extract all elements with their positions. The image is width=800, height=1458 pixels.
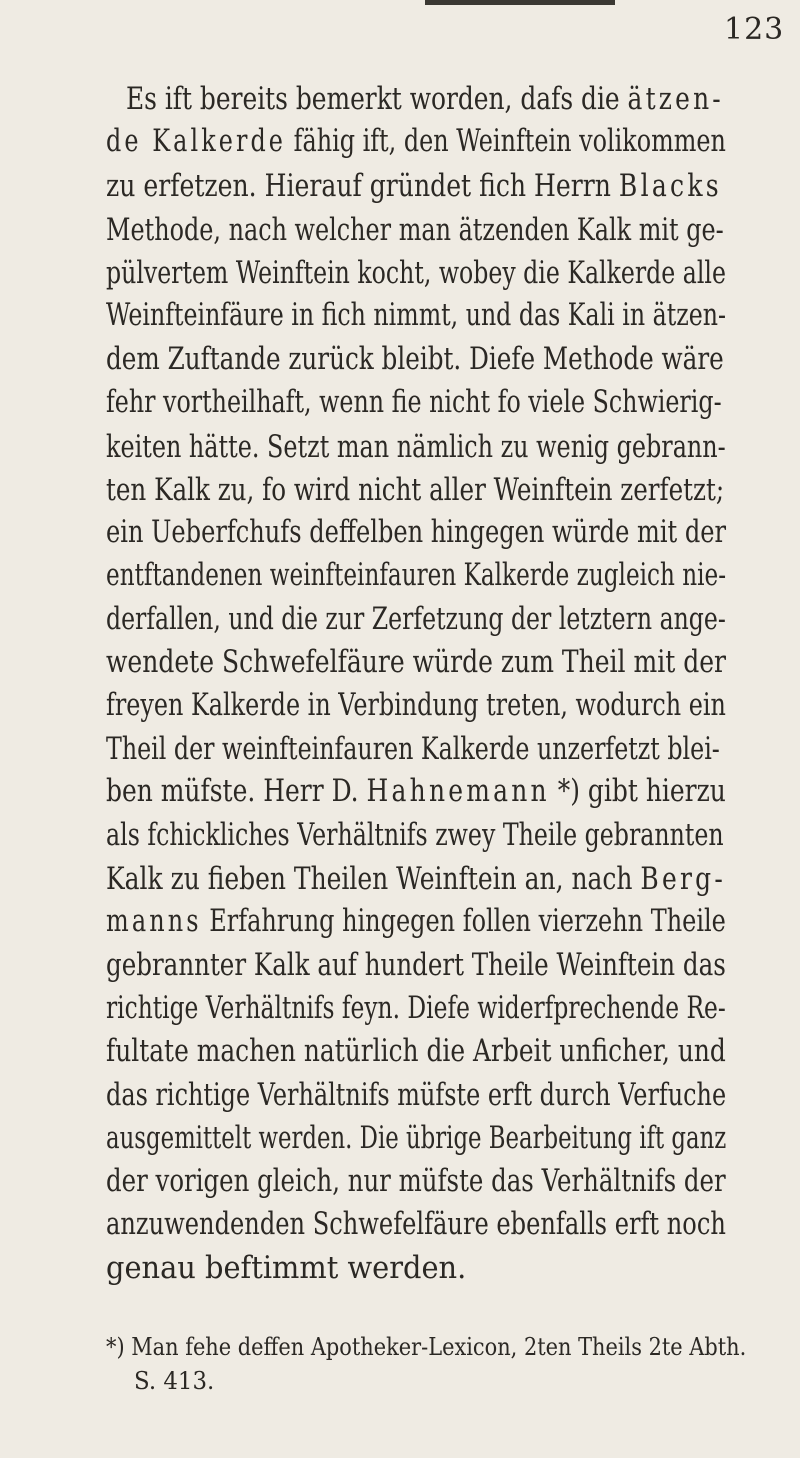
text-line — [106, 510, 726, 554]
text-segment: ein Ueberfchufs deffelben hingegen würde mit der — [106, 514, 727, 550]
text-line — [106, 425, 726, 469]
text-line — [106, 468, 724, 512]
text-line — [106, 986, 726, 1030]
text-line — [106, 164, 722, 208]
footnote-line: *) Man fehe deffen Apotheker-Lexicon, 2ten Theils 2te Abth. — [106, 1333, 747, 1361]
text-segment: Kalk zu fieben Theilen Weinftein an, nach — [106, 861, 641, 897]
text-line — [106, 769, 726, 813]
text-line — [106, 208, 724, 252]
text-segment: fähig ift, den Weinftein volikommen — [286, 123, 726, 159]
text-line — [106, 1246, 466, 1290]
text-line — [106, 727, 720, 771]
text-segment: entftandenen weinfteinfauren Kalkerde zugleich nie- — [106, 557, 727, 593]
text-line — [106, 1116, 726, 1160]
text-segment: gebrannter Kalk auf hundert Theile Weinftein das — [106, 947, 726, 983]
text-segment: als fchickliches Verhältnifs zwey Theile gebrannten — [106, 817, 724, 853]
text-segment: fultate machen natürlich die Arbeit unficher, und — [106, 1033, 726, 1069]
spaced-name: Hahnemann — [366, 773, 550, 809]
spaced-name: manns — [106, 903, 202, 939]
text-line — [106, 857, 726, 901]
text-segment: Methode, nach welcher man ätzenden Kalk mit ge- — [106, 212, 724, 248]
text-line — [106, 813, 724, 857]
footnote-line: S. 413. — [134, 1367, 215, 1395]
text-segment: Theil der weinfteinfauren Kalkerde unzerfetzt blei- — [106, 731, 720, 767]
text-segment: zu erfetzen. Hierauf gründet fich Herrn — [106, 168, 619, 204]
text-segment: derfallen, und die zur Zerfetzung der letztern ange- — [106, 601, 726, 637]
spaced-name: Berg- — [640, 861, 726, 897]
spaced-name: Blacks — [618, 168, 722, 204]
text-line — [106, 597, 726, 641]
text-segment: keiten hätte. Setzt man nämlich zu wenig gebrann- — [106, 429, 726, 465]
text-segment: ausgemittelt werden. Die übrige Bearbeitung ift ganz — [106, 1120, 727, 1156]
text-line — [106, 640, 726, 684]
page-number: 123 — [724, 12, 785, 47]
text-segment: ben müfste. Herr D. — [106, 773, 367, 809]
text-line — [106, 293, 726, 337]
text-line — [106, 683, 726, 727]
text-segment: Erfahrung hingegen follen vierzehn Theile — [201, 903, 726, 939]
text-segment: wendete Schwefelfäure würde zum Theil mit der — [106, 644, 727, 680]
text-segment: ten Kalk zu, fo wird nicht aller Weinftein zerfetzt; — [106, 472, 725, 508]
text-segment: *) gibt hierzu — [549, 773, 726, 809]
text-line — [106, 553, 726, 597]
text-line — [126, 77, 724, 121]
text-segment: Es ift bereits bemerkt worden, dafs die — [126, 81, 628, 117]
text-line — [106, 899, 726, 943]
text-line — [106, 943, 726, 987]
text-line — [106, 251, 726, 295]
text-line — [106, 1202, 726, 1246]
spaced-name: ätzen- — [627, 81, 724, 117]
text-segment: der vorigen gleich, nur müfste das Verhältnifs der — [106, 1163, 726, 1199]
text-segment: pülvertem Weinftein kocht, wobey die Kalkerde alle — [106, 255, 726, 291]
text-segment: Weinfteinfäure in fich nimmt, und das Kali in ätzen- — [106, 297, 726, 333]
text-line — [106, 380, 722, 424]
text-segment: fehr vortheilhaft, wenn fie nicht fo viele Schwierig- — [106, 384, 722, 420]
text-segment: freyen Kalkerde in Verbindung treten, wodurch ein — [106, 687, 726, 723]
text-line — [106, 1029, 726, 1073]
text-line — [106, 337, 724, 381]
text-line — [106, 119, 726, 163]
text-segment: anzuwendenden Schwefelfäure ebenfalls erft noch — [106, 1206, 726, 1242]
spaced-name: de Kalkerde — [106, 123, 287, 159]
text-segment: genau beftimmt werden. — [106, 1250, 467, 1286]
text-segment: richtige Verhältnifs feyn. Diefe widerfprechende Re- — [106, 990, 726, 1026]
text-segment: das richtige Verhältnifs müfste erft durch Verfuche — [106, 1077, 727, 1113]
header-rule — [425, 0, 615, 5]
text-line — [106, 1159, 726, 1203]
text-segment: dem Zuftande zurück bleibt. Diefe Methode wäre — [106, 341, 724, 377]
text-line — [106, 1073, 726, 1117]
